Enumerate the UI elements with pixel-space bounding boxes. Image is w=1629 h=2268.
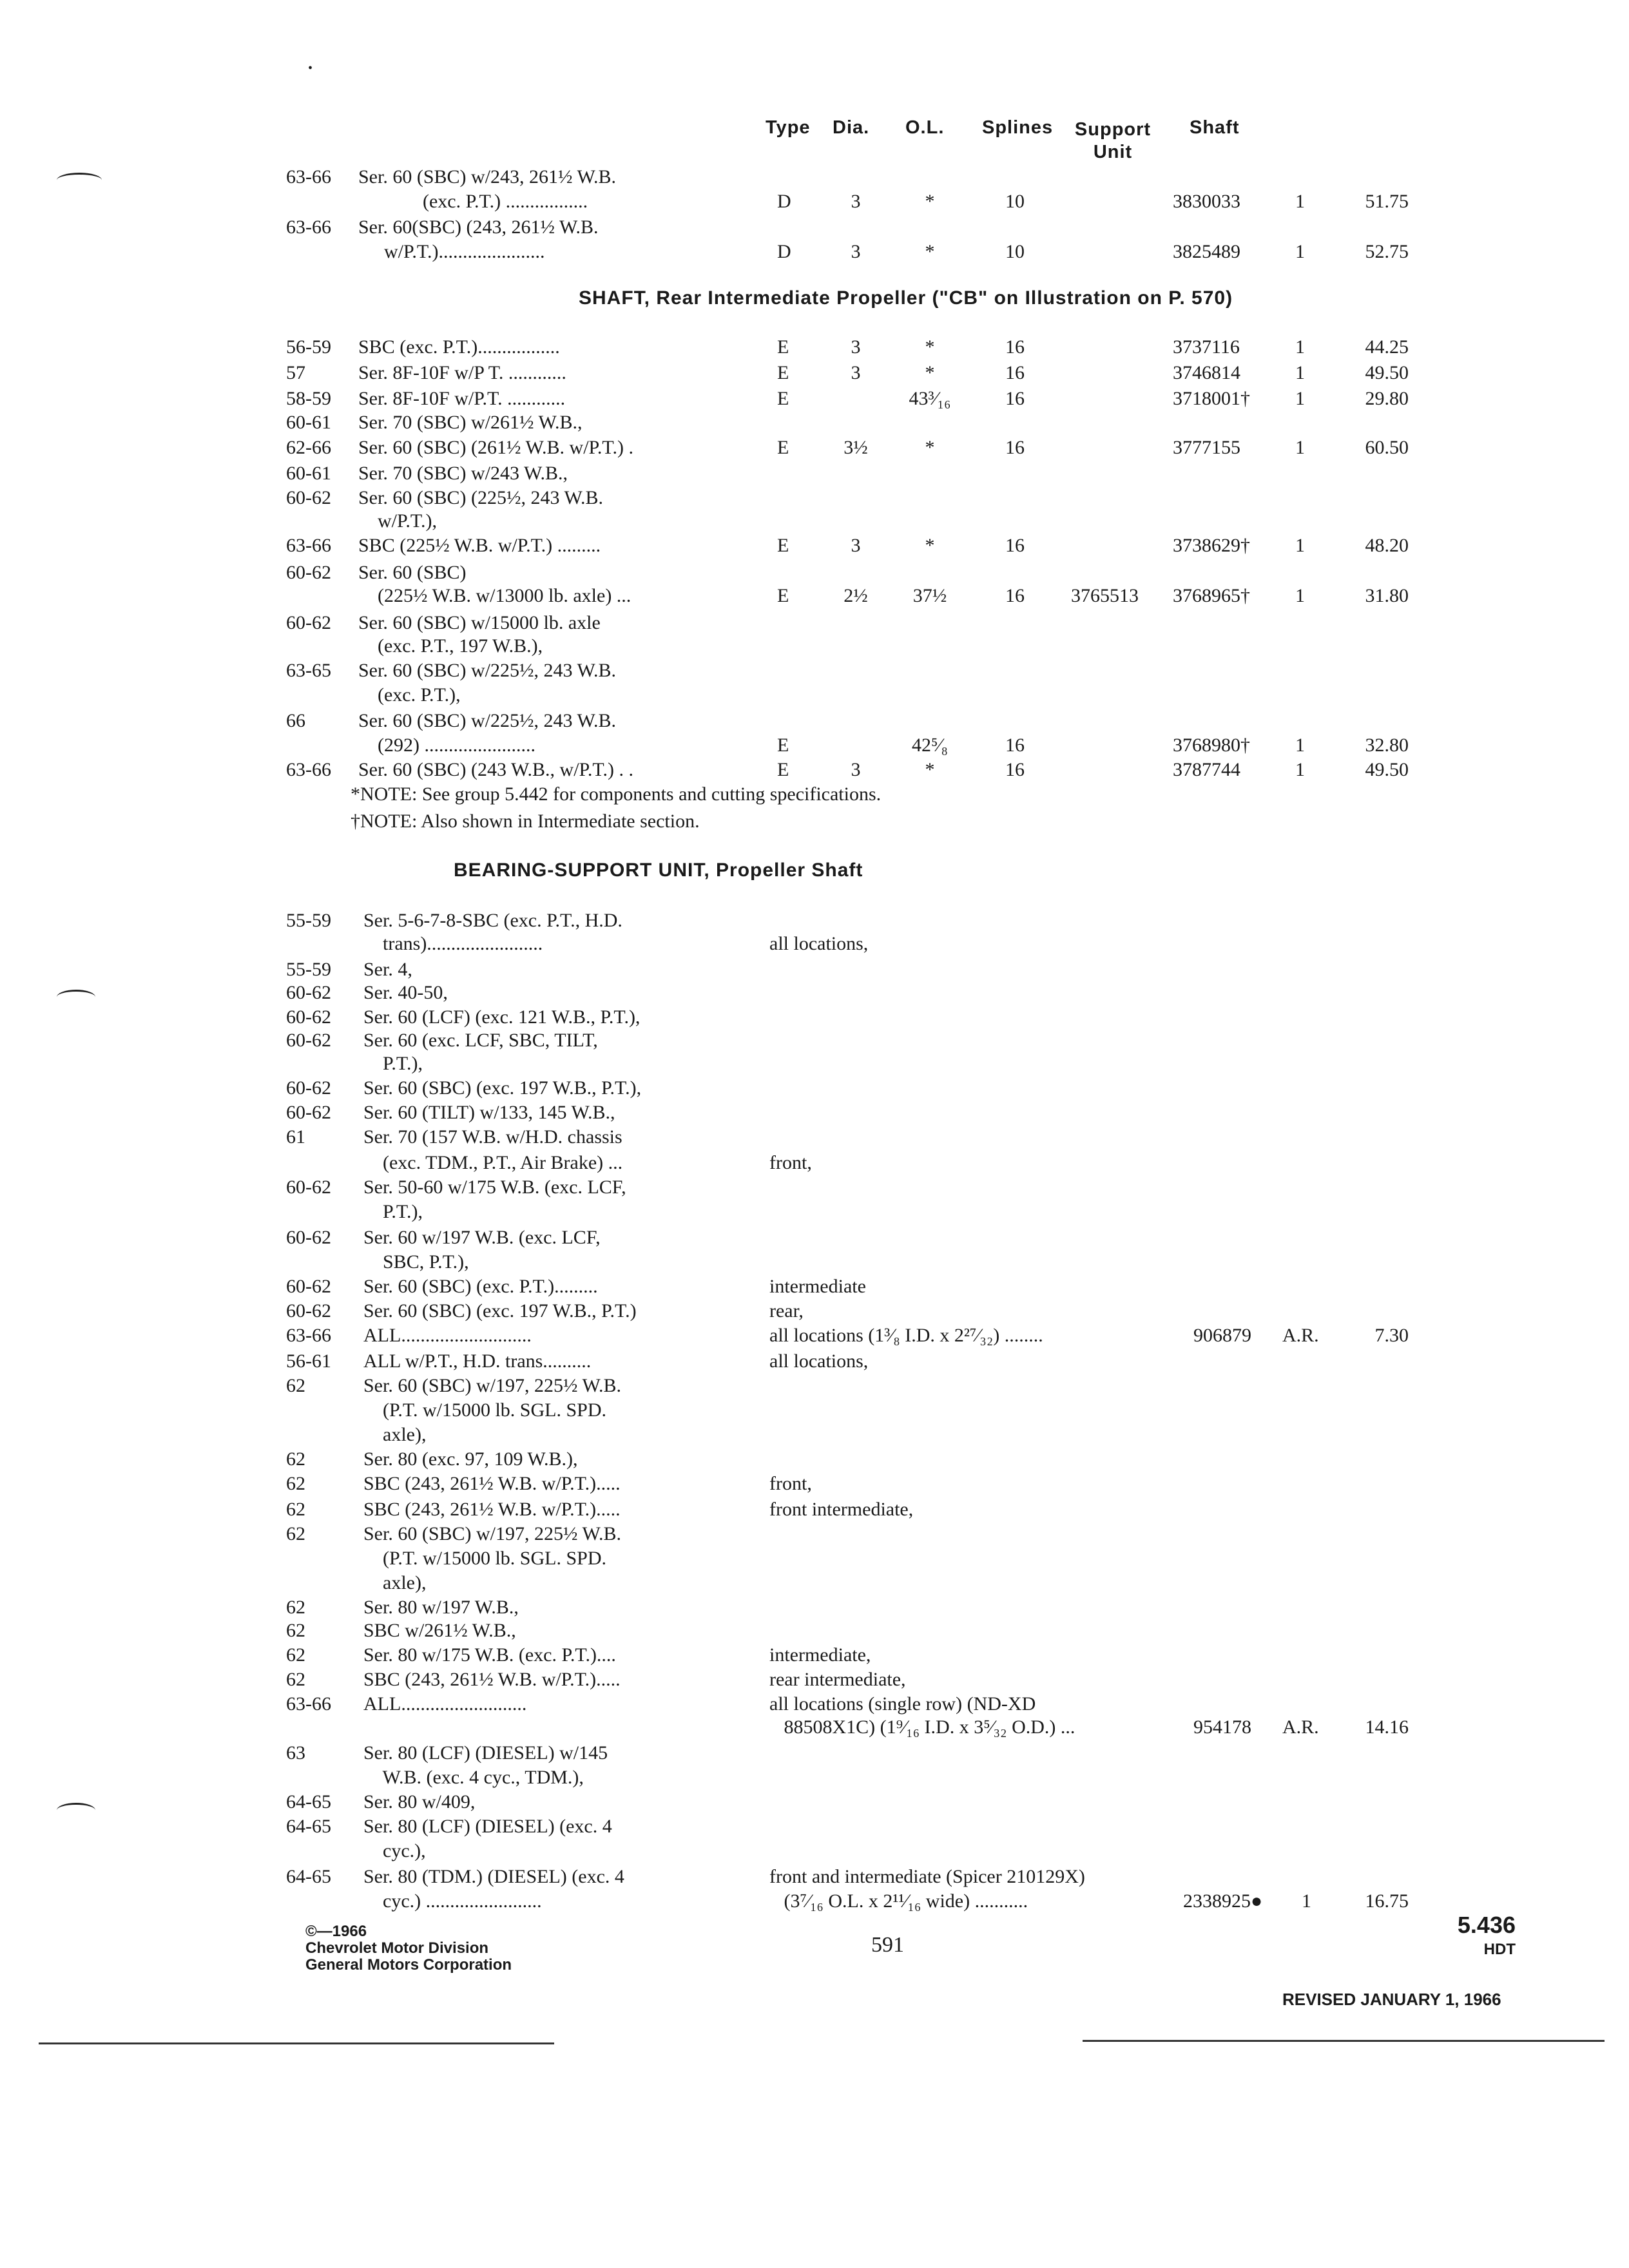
year-cell: 60-62 bbox=[286, 1177, 331, 1198]
part-number-cell: 3746814 bbox=[1173, 362, 1240, 383]
year-cell: 60-62 bbox=[286, 1006, 331, 1028]
margin-mark bbox=[57, 990, 95, 1004]
splines-cell: 16 bbox=[1005, 388, 1025, 409]
description-cell: Ser. 60 (SBC) (225½, 243 W.B. bbox=[358, 487, 604, 508]
description-cell: Ser. 80 (exc. 97, 109 W.B.), bbox=[363, 1448, 578, 1470]
part-number-cell: 3768965† bbox=[1173, 585, 1250, 606]
ol-cell: * bbox=[925, 241, 935, 262]
year-cell: 63 bbox=[286, 1742, 305, 1763]
description-cell: (exc. P.T.), bbox=[358, 684, 461, 706]
location-cell: 88508X1C) (1⁹⁄₁₆ I.D. x 3⁵⁄₃₂ O.D.) ... bbox=[769, 1716, 1075, 1738]
description-cell: Ser. 5-6-7-8-SBC (exc. P.T., H.D. bbox=[363, 910, 622, 931]
location-cell: front, bbox=[769, 1152, 812, 1173]
price-cell: 44.25 bbox=[1365, 336, 1409, 358]
splines-cell: 16 bbox=[1005, 336, 1025, 358]
description-cell: SBC (225½ W.B. w/P.T.) ......... bbox=[358, 535, 601, 556]
description-cell: Ser. 80 (LCF) (DIESEL) (exc. 4 bbox=[363, 1816, 612, 1837]
dia-cell: 3 bbox=[851, 191, 861, 212]
part-number-cell: 3830033 bbox=[1173, 191, 1240, 212]
year-cell: 63-66 bbox=[286, 759, 331, 780]
year-cell: 60-62 bbox=[286, 562, 331, 583]
dia-cell: 3 bbox=[851, 759, 861, 780]
type-cell: E bbox=[777, 362, 789, 383]
year-cell: 62 bbox=[286, 1473, 305, 1494]
footer-corporation: General Motors Corporation bbox=[305, 1956, 512, 1974]
year-cell: 62 bbox=[286, 1669, 305, 1690]
part-number-cell: 3768980† bbox=[1173, 735, 1250, 756]
ol-cell: * bbox=[925, 759, 935, 780]
description-cell: (225½ W.B. w/13000 lb. axle) ... bbox=[358, 585, 631, 606]
type-cell: E bbox=[777, 437, 789, 458]
year-cell: 62 bbox=[286, 1499, 305, 1520]
margin-mark bbox=[57, 1803, 95, 1818]
description-cell: trans)........................ bbox=[363, 933, 543, 954]
description-cell: P.T.), bbox=[363, 1201, 423, 1222]
price-cell: 60.50 bbox=[1365, 437, 1409, 458]
year-cell: 58-59 bbox=[286, 388, 331, 409]
description-cell: Ser. 60 (SBC) (243 W.B., w/P.T.) . . bbox=[358, 759, 633, 780]
type-cell: E bbox=[777, 585, 789, 606]
note-asterisk: *NOTE: See group 5.442 for components and cutting specifications. bbox=[351, 783, 882, 805]
year-cell: 66 bbox=[286, 710, 305, 731]
year-cell: 62 bbox=[286, 1375, 305, 1396]
year-cell: 64-65 bbox=[286, 1791, 331, 1812]
splines-cell: 16 bbox=[1005, 437, 1025, 458]
location-cell: all locations (1³⁄₈ I.D. x 2²⁷⁄₃₂) ........ bbox=[769, 1325, 1043, 1346]
description-cell: Ser. 60 (SBC) (exc. P.T.)......... bbox=[363, 1276, 598, 1297]
description-cell: P.T.), bbox=[363, 1053, 423, 1074]
group-suffix: HDT bbox=[1483, 1941, 1516, 1958]
ol-cell: * bbox=[925, 362, 935, 383]
description-cell: cyc.), bbox=[363, 1840, 426, 1861]
splines-cell: 16 bbox=[1005, 735, 1025, 756]
note-dagger: †NOTE: Also shown in Intermediate section. bbox=[351, 811, 700, 832]
description-cell: ALL w/P.T., H.D. trans.......... bbox=[363, 1350, 592, 1372]
footer-division: Chevrolet Motor Division bbox=[305, 1939, 489, 1957]
ol-cell: * bbox=[925, 336, 935, 358]
ol-cell: 43³⁄₁₆ bbox=[909, 388, 951, 409]
year-cell: 62 bbox=[286, 1448, 305, 1470]
description-cell: SBC (243, 261½ W.B. w/P.T.)..... bbox=[363, 1499, 621, 1520]
description-cell: Ser. 80 (LCF) (DIESEL) w/145 bbox=[363, 1742, 608, 1763]
type-cell: D bbox=[777, 241, 791, 262]
section-title-rear-intermediate-shaft: SHAFT, Rear Intermediate Propeller ("CB" on Illustration on P. 570) bbox=[579, 287, 1233, 309]
year-cell: 55-59 bbox=[286, 910, 331, 931]
qty-cell: 1 bbox=[1295, 388, 1305, 409]
year-cell: 62-66 bbox=[286, 437, 331, 458]
description-cell: SBC w/261½ W.B., bbox=[363, 1620, 516, 1641]
location-cell: intermediate, bbox=[769, 1644, 871, 1666]
ol-cell: * bbox=[925, 535, 935, 556]
location-cell: front and intermediate (Spicer 210129X) bbox=[769, 1866, 1085, 1887]
column-header-shaft: Shaft bbox=[1190, 117, 1240, 138]
description-cell: Ser. 60 (SBC) bbox=[358, 562, 467, 583]
year-cell: 60-62 bbox=[286, 487, 331, 508]
bottom-rule-left bbox=[39, 2042, 554, 2044]
location-cell: all locations (single row) (ND-XD bbox=[769, 1693, 1036, 1715]
dia-cell: 3 bbox=[851, 535, 861, 556]
description-cell: Ser. 80 (TDM.) (DIESEL) (exc. 4 bbox=[363, 1866, 624, 1887]
description-cell: Ser. 60 (SBC) w/225½, 243 W.B. bbox=[358, 710, 617, 731]
year-cell: 56-61 bbox=[286, 1350, 331, 1372]
splines-cell: 16 bbox=[1005, 585, 1025, 606]
year-cell: 62 bbox=[286, 1620, 305, 1641]
type-cell: E bbox=[777, 336, 789, 358]
qty-cell: 1 bbox=[1295, 437, 1305, 458]
group-number: 5.436 bbox=[1457, 1912, 1516, 1938]
year-cell: 64-65 bbox=[286, 1866, 331, 1887]
year-cell: 60-61 bbox=[286, 412, 331, 433]
location-cell: front intermediate, bbox=[769, 1499, 914, 1520]
location-cell: intermediate bbox=[769, 1276, 866, 1297]
year-cell: 62 bbox=[286, 1597, 305, 1618]
part-number-cell: 906879 bbox=[1193, 1325, 1251, 1346]
location-cell: all locations, bbox=[769, 933, 869, 954]
section-title-bearing-support: BEARING-SUPPORT UNIT, Propeller Shaft bbox=[454, 860, 863, 881]
column-header-dia: Dia. bbox=[833, 117, 870, 138]
part-number-cell: 3737116 bbox=[1173, 336, 1240, 358]
description-cell: Ser. 60 (LCF) (exc. 121 W.B., P.T.), bbox=[363, 1006, 641, 1028]
price-cell: 49.50 bbox=[1365, 759, 1409, 780]
type-cell: E bbox=[777, 759, 789, 780]
year-cell: 55-59 bbox=[286, 959, 331, 980]
year-cell: 62 bbox=[286, 1523, 305, 1544]
dia-cell: 3 bbox=[851, 336, 861, 358]
year-cell: 60-62 bbox=[286, 1077, 331, 1099]
qty-cell: 1 bbox=[1295, 535, 1305, 556]
page-number: 591 bbox=[871, 1933, 904, 1957]
price-cell: 32.80 bbox=[1365, 735, 1409, 756]
description-cell: axle), bbox=[363, 1424, 427, 1445]
price-cell: 49.50 bbox=[1365, 362, 1409, 383]
splines-cell: 16 bbox=[1005, 759, 1025, 780]
qty-cell: 1 bbox=[1295, 759, 1305, 780]
year-cell: 61 bbox=[286, 1126, 305, 1148]
qty-cell: 1 bbox=[1302, 1890, 1311, 1912]
year-cell: 56-59 bbox=[286, 336, 331, 358]
description-cell: Ser. 60(SBC) (243, 261½ W.B. bbox=[358, 216, 599, 238]
dia-cell: 3 bbox=[851, 241, 861, 262]
qty-cell: 1 bbox=[1295, 241, 1305, 262]
description-cell: axle), bbox=[363, 1572, 427, 1593]
year-cell: 60-62 bbox=[286, 1227, 331, 1248]
location-cell: all locations, bbox=[769, 1350, 869, 1372]
description-cell: Ser. 70 (SBC) w/261½ W.B., bbox=[358, 412, 583, 433]
stray-mark: • bbox=[308, 61, 313, 75]
splines-cell: 16 bbox=[1005, 362, 1025, 383]
margin-mark bbox=[57, 173, 102, 187]
qty-cell: 1 bbox=[1295, 336, 1305, 358]
column-header-splines: Splines bbox=[982, 117, 1054, 138]
type-cell: E bbox=[777, 535, 789, 556]
part-number-cell: 3825489 bbox=[1173, 241, 1240, 262]
description-cell: Ser. 60 (SBC) w/243, 261½ W.B. bbox=[358, 166, 617, 187]
description-cell: w/P.T.)...................... bbox=[384, 241, 545, 262]
description-cell: (292) ....................... bbox=[358, 735, 535, 756]
type-cell: E bbox=[777, 388, 789, 409]
qty-cell: 1 bbox=[1295, 585, 1305, 606]
year-cell: 60-61 bbox=[286, 463, 331, 484]
year-cell: 63-66 bbox=[286, 1693, 331, 1715]
description-cell: Ser. 80 w/175 W.B. (exc. P.T.).... bbox=[363, 1644, 616, 1666]
price-cell: 14.16 bbox=[1365, 1716, 1409, 1738]
year-cell: 63-66 bbox=[286, 166, 331, 187]
description-cell: (exc. P.T., 197 W.B.), bbox=[358, 635, 543, 657]
price-cell: 31.80 bbox=[1365, 585, 1409, 606]
splines-cell: 10 bbox=[1005, 191, 1025, 212]
description-cell: ALL.......................... bbox=[363, 1693, 527, 1715]
year-cell: 64-65 bbox=[286, 1816, 331, 1837]
year-cell: 60-62 bbox=[286, 612, 331, 633]
type-cell: E bbox=[777, 735, 789, 756]
description-cell: SBC, P.T.), bbox=[363, 1251, 469, 1273]
description-cell: SBC (243, 261½ W.B. w/P.T.)..... bbox=[363, 1473, 621, 1494]
year-cell: 60-62 bbox=[286, 982, 331, 1003]
support-unit-cell: 3765513 bbox=[1071, 585, 1139, 606]
column-header-support-unit: Support Unit bbox=[1074, 119, 1152, 162]
year-cell: 60-62 bbox=[286, 1300, 331, 1321]
ol-cell: 42⁵⁄₈ bbox=[912, 735, 948, 756]
part-number-cell: 3787744 bbox=[1173, 759, 1240, 780]
description-cell: Ser. 60 (exc. LCF, SBC, TILT, bbox=[363, 1030, 598, 1051]
description-cell: Ser. 60 w/197 W.B. (exc. LCF, bbox=[363, 1227, 601, 1248]
revised-date: REVISED JANUARY 1, 1966 bbox=[1282, 1990, 1501, 2009]
column-header-type: Type bbox=[766, 117, 811, 138]
part-number-cell: 954178 bbox=[1193, 1716, 1251, 1738]
location-cell: rear, bbox=[769, 1300, 804, 1321]
year-cell: 60-62 bbox=[286, 1276, 331, 1297]
description-cell: Ser. 4, bbox=[363, 959, 412, 980]
part-number-cell: 2338925● bbox=[1183, 1890, 1263, 1912]
qty-cell: A.R. bbox=[1282, 1325, 1319, 1346]
dia-cell: 3½ bbox=[843, 437, 868, 458]
year-cell: 60-62 bbox=[286, 1102, 331, 1123]
splines-cell: 10 bbox=[1005, 241, 1025, 262]
part-number-cell: 3718001† bbox=[1173, 388, 1250, 409]
description-cell: (exc. P.T.) ................. bbox=[423, 191, 588, 212]
description-cell: w/P.T.), bbox=[358, 510, 437, 532]
description-cell: Ser. 60 (SBC) (261½ W.B. w/P.T.) . bbox=[358, 437, 633, 458]
year-cell: 63-66 bbox=[286, 535, 331, 556]
dia-cell: 3 bbox=[851, 362, 861, 383]
description-cell: Ser. 70 (157 W.B. w/H.D. chassis bbox=[363, 1126, 622, 1148]
ol-cell: * bbox=[925, 191, 935, 212]
description-cell: (P.T. w/15000 lb. SGL. SPD. bbox=[363, 1548, 606, 1569]
year-cell: 57 bbox=[286, 362, 305, 383]
location-cell: (3⁷⁄₁₆ O.L. x 2¹¹⁄₁₆ wide) ........... bbox=[769, 1890, 1028, 1912]
part-number-cell: 3738629† bbox=[1173, 535, 1250, 556]
ol-cell: 37½ bbox=[912, 585, 947, 606]
footer-copyright: ©—1966 bbox=[305, 1923, 367, 1940]
qty-cell: 1 bbox=[1295, 362, 1305, 383]
price-cell: 51.75 bbox=[1365, 191, 1409, 212]
description-cell: Ser. 80 w/197 W.B., bbox=[363, 1597, 519, 1618]
description-cell: Ser. 60 (SBC) (exc. 197 W.B., P.T.) bbox=[363, 1300, 637, 1321]
description-cell: W.B. (exc. 4 cyc., TDM.), bbox=[363, 1767, 584, 1788]
ol-cell: * bbox=[925, 437, 935, 458]
qty-cell: 1 bbox=[1295, 735, 1305, 756]
type-cell: D bbox=[777, 191, 791, 212]
description-cell: Ser. 40-50, bbox=[363, 982, 448, 1003]
description-cell: (exc. TDM., P.T., Air Brake) ... bbox=[363, 1152, 623, 1173]
description-cell: SBC (243, 261½ W.B. w/P.T.)..... bbox=[363, 1669, 621, 1690]
description-cell: SBC (exc. P.T.)................. bbox=[358, 336, 560, 358]
bottom-rule-right bbox=[1083, 2040, 1605, 2042]
description-cell: Ser. 60 (SBC) w/197, 225½ W.B. bbox=[363, 1375, 622, 1396]
description-cell: Ser. 60 (SBC) (exc. 197 W.B., P.T.), bbox=[363, 1077, 642, 1099]
price-cell: 16.75 bbox=[1365, 1890, 1409, 1912]
description-cell: Ser. 70 (SBC) w/243 W.B., bbox=[358, 463, 568, 484]
description-cell: Ser. 50-60 w/175 W.B. (exc. LCF, bbox=[363, 1177, 626, 1198]
part-number-cell: 3777155 bbox=[1173, 437, 1240, 458]
description-cell: Ser. 60 (SBC) w/197, 225½ W.B. bbox=[363, 1523, 622, 1544]
qty-cell: A.R. bbox=[1282, 1716, 1319, 1738]
description-cell: ALL........................... bbox=[363, 1325, 532, 1346]
location-cell: front, bbox=[769, 1473, 812, 1494]
dia-cell: 2½ bbox=[843, 585, 868, 606]
price-cell: 48.20 bbox=[1365, 535, 1409, 556]
year-cell: 63-66 bbox=[286, 216, 331, 238]
price-cell: 29.80 bbox=[1365, 388, 1409, 409]
description-cell: Ser. 8F-10F w/P T. ............ bbox=[358, 362, 566, 383]
description-cell: Ser. 80 w/409, bbox=[363, 1791, 476, 1812]
year-cell: 60-62 bbox=[286, 1030, 331, 1051]
price-cell: 7.30 bbox=[1374, 1325, 1409, 1346]
price-cell: 52.75 bbox=[1365, 241, 1409, 262]
location-cell: rear intermediate, bbox=[769, 1669, 906, 1690]
splines-cell: 16 bbox=[1005, 535, 1025, 556]
year-cell: 63-66 bbox=[286, 1325, 331, 1346]
description-cell: Ser. 60 (SBC) w/225½, 243 W.B. bbox=[358, 660, 617, 681]
year-cell: 63-65 bbox=[286, 660, 331, 681]
description-cell: Ser. 8F-10F w/P.T. ............ bbox=[358, 388, 566, 409]
year-cell: 62 bbox=[286, 1644, 305, 1666]
description-cell: (P.T. w/15000 lb. SGL. SPD. bbox=[363, 1399, 606, 1421]
column-header-ol: O.L. bbox=[905, 117, 945, 138]
description-cell: Ser. 60 (TILT) w/133, 145 W.B., bbox=[363, 1102, 615, 1123]
qty-cell: 1 bbox=[1295, 191, 1305, 212]
description-cell: Ser. 60 (SBC) w/15000 lb. axle bbox=[358, 612, 601, 633]
description-cell: cyc.) ........................ bbox=[363, 1890, 542, 1912]
